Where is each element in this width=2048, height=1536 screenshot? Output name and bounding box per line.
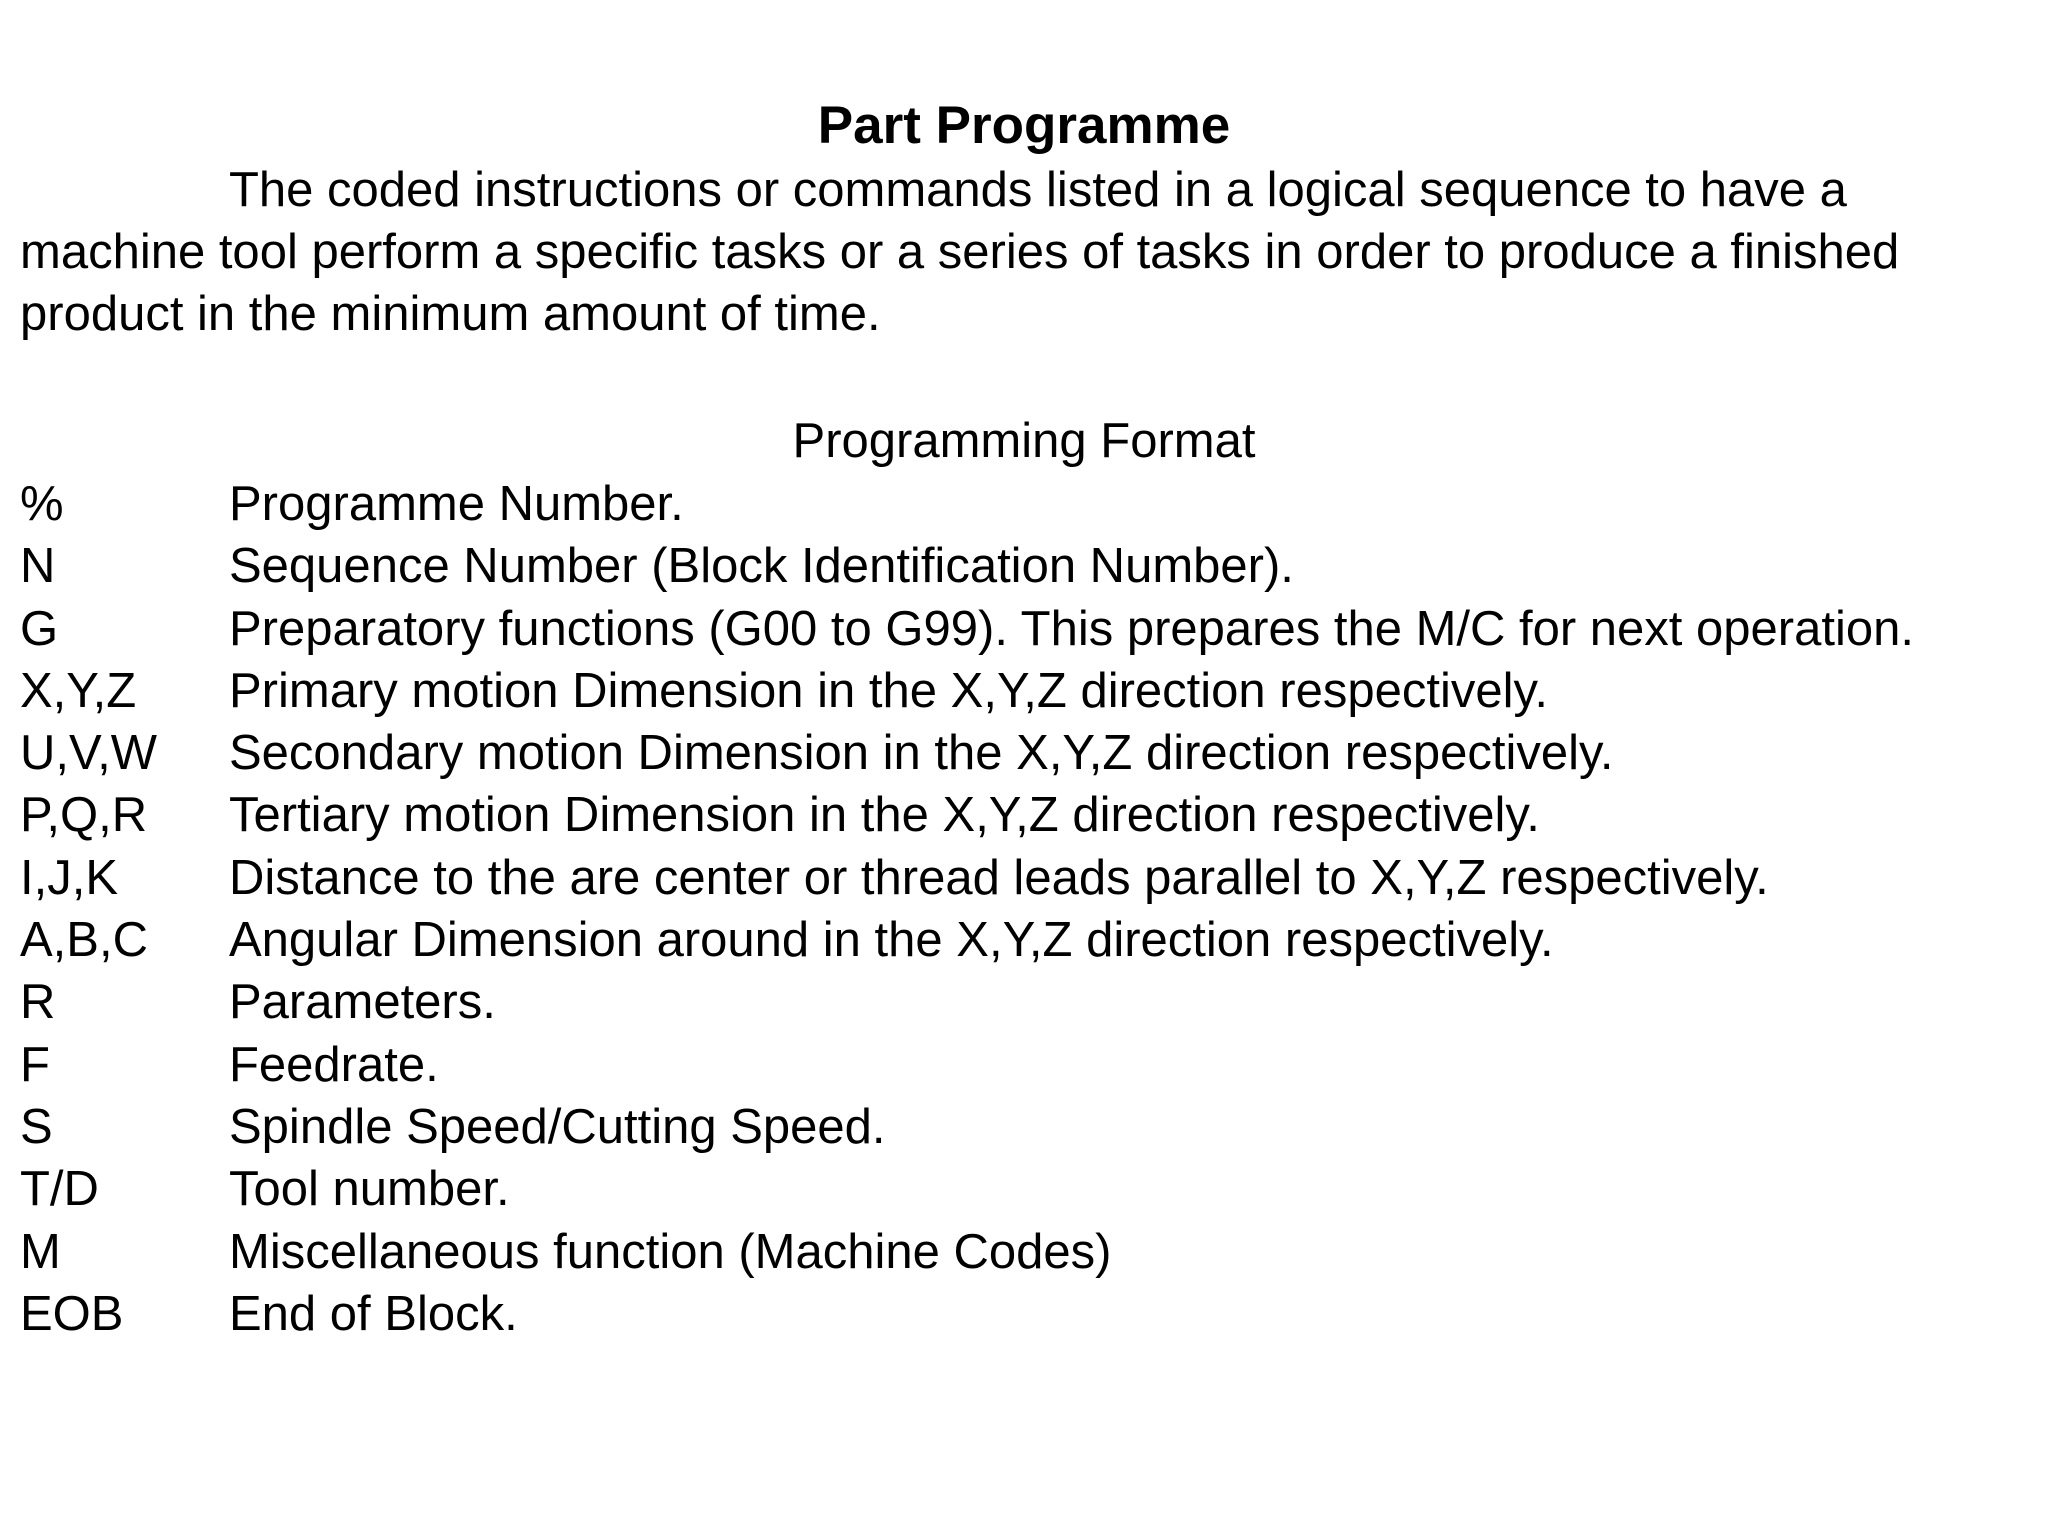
format-description: Primary motion Dimension in the X,Y,Z direction respectively. (229, 663, 1548, 718)
format-description: Spindle Speed/Cutting Speed. (229, 1099, 886, 1154)
format-code: F (20, 1037, 50, 1092)
format-description: Secondary motion Dimension in the X,Y,Z direction respectively. (229, 726, 1614, 781)
format-code: S (20, 1099, 53, 1154)
format-row (20, 660, 2030, 722)
format-description: End of Block. (229, 1286, 518, 1341)
format-code: % (20, 477, 64, 531)
format-row (20, 1096, 2030, 1158)
format-code: P,Q,R (20, 788, 148, 843)
format-code: X,Y,Z (20, 663, 137, 718)
format-code: EOB (20, 1286, 124, 1341)
format-code: A,B,C (20, 913, 148, 968)
format-description: Distance to the are center or thread leads parallel to X,Y,Z respectively. (229, 850, 1769, 905)
format-description: Feedrate. (229, 1037, 439, 1092)
format-row (20, 847, 2030, 909)
paragraph-line: product in the minimum amount of time. (20, 287, 881, 341)
format-row (20, 1221, 2030, 1283)
format-row (20, 722, 2030, 784)
format-row (20, 784, 2030, 846)
format-code: I,J,K (20, 850, 119, 905)
format-description: Sequence Number (Block Identification Number). (229, 539, 1294, 594)
format-code: R (20, 975, 56, 1030)
format-row (20, 473, 2030, 535)
format-row (20, 598, 2030, 660)
section-subtitle: Programming Format (792, 414, 1256, 468)
format-description: Angular Dimension around in the X,Y,Z direction respectively. (229, 913, 1554, 968)
format-row (20, 1283, 2030, 1345)
format-row (20, 971, 2030, 1033)
format-code: N (20, 539, 56, 594)
paragraph-line: machine tool perform a specific tasks or a series of tasks in order to produce a finished (20, 225, 1900, 279)
format-description: Miscellaneous function (Machine Codes) (229, 1224, 1112, 1279)
format-code: T/D (20, 1162, 99, 1217)
format-description: Tool number. (229, 1162, 510, 1217)
format-code: U,V,W (20, 726, 158, 781)
programming-format-list (20, 473, 2030, 1345)
format-row (20, 909, 2030, 971)
paragraph-line: The coded instructions or commands listed in a logical sequence to have a (229, 163, 1847, 217)
definition-paragraph (20, 159, 2030, 345)
format-code: G (20, 601, 59, 656)
format-description: Preparatory functions (G00 to G99). This prepares the M/C for next operation. (229, 601, 1914, 656)
format-code: M (20, 1224, 61, 1279)
format-row (20, 1034, 2030, 1096)
page-title: Part Programme (817, 96, 1231, 155)
format-row (20, 535, 2030, 597)
format-description: Parameters. (229, 975, 496, 1030)
format-description: Tertiary motion Dimension in the X,Y,Z direction respectively. (229, 788, 1540, 843)
format-row (20, 1158, 2030, 1220)
format-description: Programme Number. (229, 477, 684, 531)
